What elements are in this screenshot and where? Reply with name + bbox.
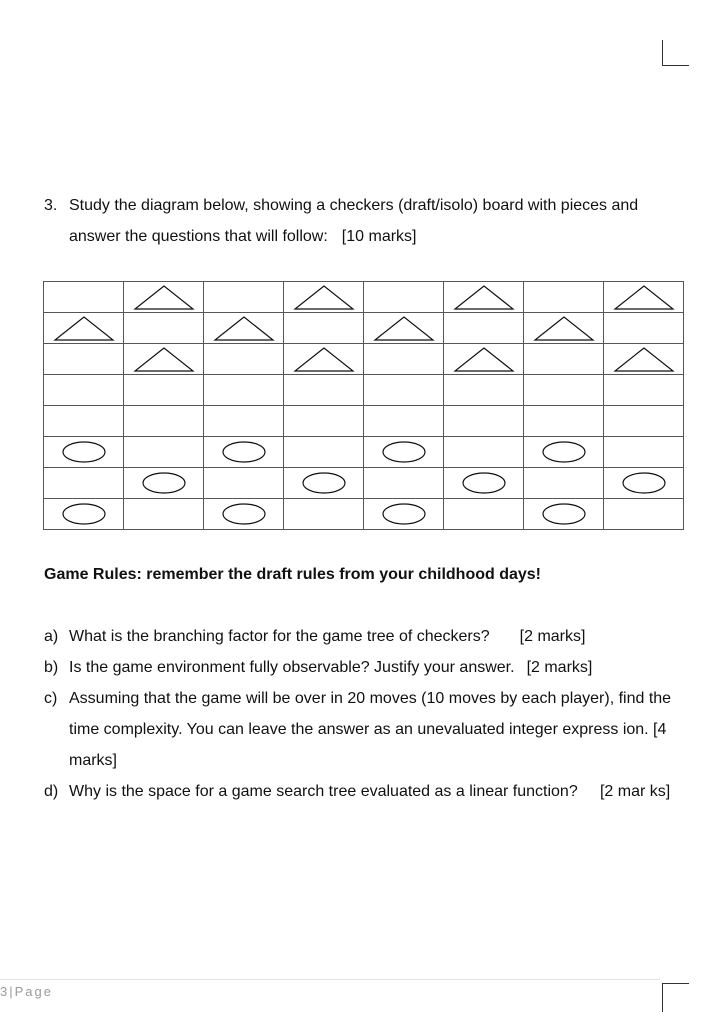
question-marks: [10 marks]: [341, 228, 417, 245]
board-row: [44, 375, 684, 406]
oval-piece: [381, 439, 427, 465]
board-square: [204, 375, 284, 406]
footer-divider: [0, 979, 660, 980]
board-square: [364, 437, 444, 468]
board-square: [604, 437, 684, 468]
board-square: [364, 499, 444, 530]
board-square: [604, 468, 684, 499]
sub-questions-list: [44, 621, 674, 807]
board-square: [204, 437, 284, 468]
board-square: [444, 437, 524, 468]
board-square: [604, 282, 684, 313]
board-square: [44, 437, 124, 468]
footer-page-number: 3|Page: [0, 984, 53, 999]
board-square: [284, 468, 364, 499]
sub-question-text: Assuming that the game will be over in 20 moves (10 moves by each player), find the time complexity. You can leave the answer as an unevaluated integer express ion. [4 marks]: [69, 690, 672, 769]
question-3: [44, 190, 674, 252]
sub-question-label: d): [44, 783, 59, 800]
triangle-piece: [373, 314, 435, 342]
board-square: [444, 499, 524, 530]
crop-mark-top-right: [662, 40, 689, 66]
board-square: [44, 499, 124, 530]
board-square: [44, 344, 124, 375]
board-square: [444, 406, 524, 437]
board-square: [364, 344, 444, 375]
board-square: [284, 499, 364, 530]
triangle-piece: [613, 283, 675, 311]
board-square: [124, 282, 204, 313]
board-row: [44, 282, 684, 313]
board-square: [524, 499, 604, 530]
board-square: [124, 375, 204, 406]
board-square: [284, 344, 364, 375]
triangle-piece: [613, 345, 675, 373]
board-square: [284, 437, 364, 468]
board-square: [284, 375, 364, 406]
sub-question-text: Is the game environment fully observable? Justify your answer.: [69, 659, 515, 676]
question-text-line1: Study the diagram below, showing a checkers (draft/isolo) board with pieces and: [69, 197, 639, 214]
triangle-piece: [53, 314, 115, 342]
board-square: [44, 468, 124, 499]
board-row: [44, 313, 684, 344]
triangle-piece: [453, 345, 515, 373]
board-square: [204, 406, 284, 437]
question-number: 3.: [44, 197, 58, 214]
board-square: [204, 344, 284, 375]
oval-piece: [621, 470, 667, 496]
question-text-line2: answer the questions that will follow:: [69, 228, 328, 245]
board-square: [284, 313, 364, 344]
triangle-piece: [133, 345, 195, 373]
board-square: [124, 313, 204, 344]
board-square: [444, 313, 524, 344]
sub-question-marks: [2 marks]: [526, 659, 593, 676]
board-row: [44, 344, 684, 375]
oval-piece: [141, 470, 187, 496]
oval-piece: [301, 470, 347, 496]
board-square: [44, 313, 124, 344]
board-square: [124, 344, 204, 375]
board-square: [524, 437, 604, 468]
oval-piece: [541, 501, 587, 527]
board-square: [204, 313, 284, 344]
board-square: [604, 375, 684, 406]
board-square: [364, 375, 444, 406]
checkers-board: [43, 281, 684, 530]
board-square: [364, 468, 444, 499]
board-square: [284, 282, 364, 313]
triangle-piece: [213, 314, 275, 342]
board-square: [124, 406, 204, 437]
oval-piece: [381, 501, 427, 527]
board-row: [44, 499, 684, 530]
board-square: [124, 437, 204, 468]
board-square: [604, 344, 684, 375]
game-rules-title: Game Rules: remember the draft rules from your childhood days!: [44, 566, 541, 583]
sub-question-a: [44, 621, 674, 652]
board-square: [444, 468, 524, 499]
board-row: [44, 468, 684, 499]
sub-question-label: b): [44, 659, 59, 676]
board-square: [604, 499, 684, 530]
board-square: [524, 375, 604, 406]
sub-question-text: What is the branching factor for the game tree of checkers?: [69, 628, 490, 645]
board-square: [604, 313, 684, 344]
sub-question-text: Why is the space for a game search tree evaluated as a linear function? [2 mar ks]: [69, 783, 671, 800]
board-square: [524, 406, 604, 437]
board-row: [44, 437, 684, 468]
board-square: [44, 282, 124, 313]
triangle-piece: [453, 283, 515, 311]
sub-question-label: c): [44, 690, 58, 707]
board-square: [524, 468, 604, 499]
board-square: [124, 468, 204, 499]
board-square: [364, 282, 444, 313]
board-square: [364, 406, 444, 437]
board-square: [604, 406, 684, 437]
board-row: [44, 406, 684, 437]
board-square: [444, 282, 524, 313]
oval-piece: [61, 439, 107, 465]
oval-piece: [221, 501, 267, 527]
board-square: [204, 499, 284, 530]
triangle-piece: [293, 345, 355, 373]
board-square: [204, 282, 284, 313]
sub-question-marks: [2 marks]: [519, 628, 586, 645]
board-square: [444, 375, 524, 406]
board-square: [204, 468, 284, 499]
sub-question-label: a): [44, 628, 59, 645]
board-square: [364, 313, 444, 344]
sub-question-c: [44, 683, 674, 776]
board-square: [44, 406, 124, 437]
board-square: [124, 499, 204, 530]
triangle-piece: [133, 283, 195, 311]
crop-mark-bottom-right: [662, 983, 689, 1012]
oval-piece: [461, 470, 507, 496]
oval-piece: [61, 501, 107, 527]
board-square: [444, 344, 524, 375]
board-square: [524, 313, 604, 344]
sub-question-d: [44, 776, 674, 807]
board-square: [524, 344, 604, 375]
board-square: [284, 406, 364, 437]
triangle-piece: [533, 314, 595, 342]
triangle-piece: [293, 283, 355, 311]
board-square: [524, 282, 604, 313]
oval-piece: [541, 439, 587, 465]
board-square: [44, 375, 124, 406]
sub-question-b: [44, 652, 674, 683]
oval-piece: [221, 439, 267, 465]
